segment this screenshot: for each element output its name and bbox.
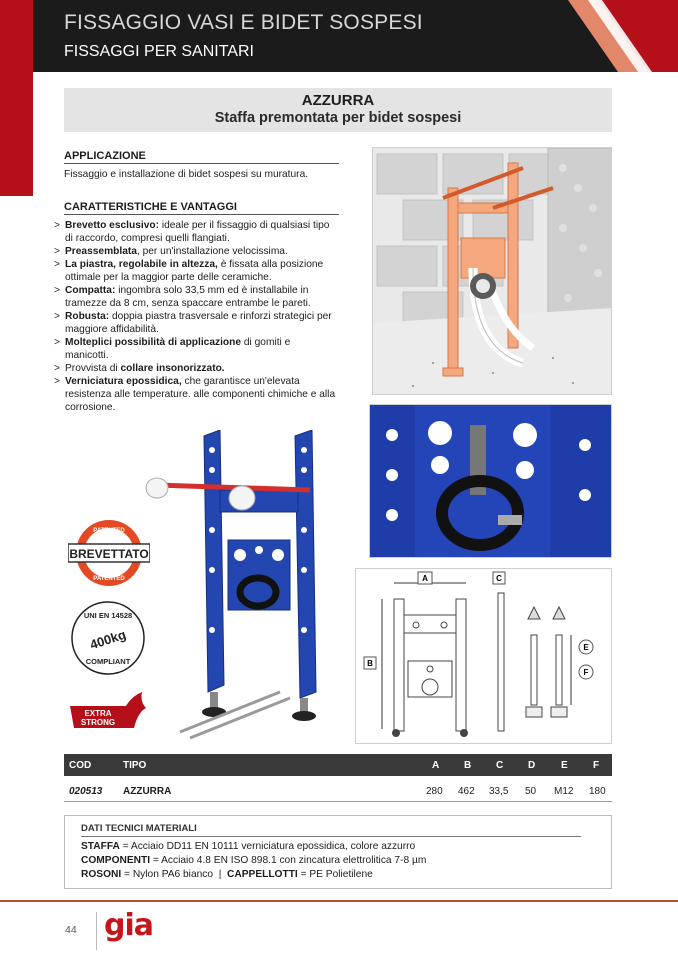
dimension-drawing (356, 569, 612, 744)
compliant-text: COMPLIANT (85, 657, 131, 666)
feature-item: > Molteplici possibilità di applicazione di gomiti e manicotti. (54, 336, 336, 362)
technical-drawing (355, 568, 612, 744)
page-number: 44 (65, 924, 77, 936)
cell-cod: 020513 (69, 786, 103, 797)
extra-strong-badge (68, 688, 150, 738)
features-list (54, 219, 336, 414)
page-header (0, 0, 678, 72)
section-title: FISSAGGIO VASI E BIDET SOSPESI (64, 11, 423, 34)
load-text: 400kg (87, 626, 128, 653)
application-text: Fissaggio e installazione di bidet sospesi su muratura. (64, 169, 309, 180)
norm-text: UNI EN 14528 (83, 611, 133, 620)
cell-a: 280 (426, 786, 443, 797)
cell-b: 462 (458, 786, 475, 797)
feature-item: > Verniciatura epossidica, che garantisce un'elevata resistenza alle temperature. alle componenti chimiche e alla corrosione. (54, 375, 336, 414)
extra-text: EXTRA (84, 709, 112, 718)
col-c: C (496, 760, 504, 771)
blue-frame-illustration (140, 430, 360, 740)
product-name: AZZURRA (301, 92, 375, 109)
product-description: Staffa premontata per bidet sospesi (214, 110, 462, 126)
norm-badge (70, 600, 146, 676)
feature-item: > Compatta: ingombra solo 33,5 mm ed è installabile in tramezze da 8 cm, senza spaccare entrambe le pareti. (54, 284, 336, 310)
cell-c: 33,5 (489, 786, 509, 797)
table-header (64, 754, 612, 776)
tech-line-staffa: STAFFA = Acciaio DD11 EN 10111 verniciatura epossidica, colore azzurro (81, 841, 416, 852)
installation-render (372, 147, 612, 395)
tech-line-rosoni: ROSONI = Nylon PA6 bianco | CAPPELLOTTI = PE Polietilene (81, 869, 373, 880)
col-tipo: TIPO (123, 760, 147, 771)
feature-item: > Brevetto esclusivo: ideale per il fissaggio di qualsiasi tipo di raccordo, compresi quelli flangiati. (54, 219, 336, 245)
footer-divider (0, 900, 678, 902)
patented-top-text: PATENTED (93, 528, 125, 534)
cell-e: M12 (554, 786, 574, 797)
tech-data-heading: DATI TECNICI MATERIALI (81, 823, 581, 837)
cell-tipo: AZZURRA (123, 786, 172, 797)
col-cod: COD (69, 760, 92, 771)
footer-separator (96, 912, 97, 950)
section-subtitle: FISSAGGI PER SANITARI (64, 43, 254, 60)
header-decoration (568, 0, 678, 72)
tech-data-box (64, 815, 612, 889)
feature-item: > Preassemblata, per un'installazione velocissima. (54, 245, 336, 258)
col-f: F (593, 760, 600, 771)
collar-detail-illustration (370, 405, 612, 558)
product-title-box (64, 88, 612, 132)
col-b: B (464, 760, 472, 771)
patented-badge (68, 518, 150, 588)
col-e: E (561, 760, 568, 771)
product-photo (140, 430, 360, 740)
brevettato-text: BREVETTATO (69, 547, 149, 561)
patented-bottom-text: PATENTED (93, 576, 125, 582)
strong-text: STRONG (80, 718, 116, 727)
cell-f: 180 (589, 786, 606, 797)
feature-item: > La piastra, regolabile in altezza, è fissata alla posizione ottimale per la maggior parte delle ceramiche. (54, 258, 336, 284)
table-row (64, 780, 612, 802)
dim-label-c: C (496, 574, 502, 583)
dim-label-e: E (583, 643, 589, 652)
detail-photo (369, 404, 612, 558)
side-accent (0, 0, 33, 196)
features-heading: CARATTERISTICHE E VANTAGGI (64, 201, 339, 215)
dim-label-a: A (422, 574, 428, 583)
feature-item: > Provvista di collare insonorizzato. (54, 362, 336, 375)
application-heading: APPLICAZIONE (64, 150, 339, 164)
dim-label-f: F (583, 668, 589, 677)
installation-illustration (373, 148, 612, 395)
cell-d: 50 (525, 786, 537, 797)
dim-label-b: B (367, 659, 373, 668)
feature-item: > Robusta: doppia piastra trasversale e rinforzi strategici per maggiore affidabilità. (54, 310, 336, 336)
tech-line-componenti: COMPONENTI = Acciaio 4.8 EN ISO 898.1 con zincatura elettrolitica 7-8 µm (81, 855, 427, 866)
col-a: A (432, 760, 440, 771)
col-d: D (528, 760, 536, 771)
brand-logo: gia (104, 908, 154, 943)
